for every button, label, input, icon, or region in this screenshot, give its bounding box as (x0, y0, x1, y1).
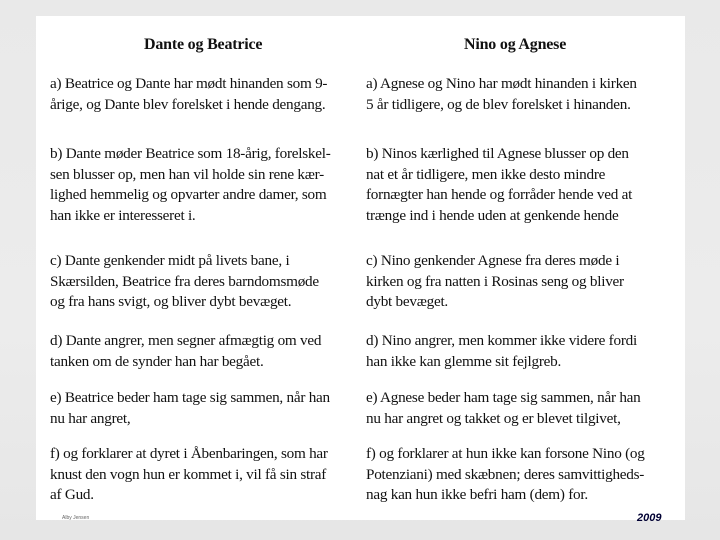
paragraph-line: tanken om de synder han har begået. (50, 352, 264, 370)
paragraph-line: sen blusser op, men han vil holde sin rene kær- (50, 165, 324, 183)
footer-author: Alby Jensen (62, 515, 90, 521)
paragraph-line: fornægter han hende og forråder hende ved at (366, 186, 633, 203)
slide-page (36, 16, 685, 520)
paragraph-line: knust den vogn hun er kommet i, vil få sin straf (50, 465, 327, 483)
paragraph-line: a) Agnese og Nino har mødt hinanden i kirken (366, 75, 637, 92)
paragraph-line: d) Dante angrer, men segner afmægtig om ved (50, 332, 322, 349)
paragraph-line: b) Dante møder Beatrice som 18-årig, forelskel- (50, 145, 331, 162)
left-column-title: Dante og Beatrice (144, 36, 263, 53)
paragraph-line: Potenziani) med skæbnen; deres samvittigheds- (366, 465, 645, 483)
paragraph-line: han ikke er interesseret i. (50, 206, 196, 224)
paragraph-line: årige, og Dante blev forelsket i hende dengang. (50, 95, 326, 113)
left-paragraph-e (50, 388, 362, 429)
paragraph-line: af Gud. (50, 486, 94, 503)
paragraph-line: b) Ninos kærlighed til Agnese blusser op den (366, 145, 629, 162)
paragraph-line: e) Agnese beder ham tage sig sammen, når han (366, 389, 641, 406)
left-paragraph-b (50, 144, 362, 226)
left-paragraph-f (50, 444, 362, 506)
paragraph-line: nag kan hun ikke befri ham (dem) for. (366, 486, 588, 503)
paragraph-line: e) Beatrice beder ham tage sig sammen, når han (50, 389, 330, 406)
paragraph-line: f) og forklarer at hun ikke kan forsone Nino (og (366, 445, 645, 462)
paragraph-line: c) Dante genkender midt på livets bane, i (50, 252, 290, 269)
paragraph-line: Skærsilden, Beatrice fra deres barndomsmøde (50, 272, 319, 290)
paragraph-line: han ikke kan glemme sit fejlgreb. (366, 352, 562, 370)
right-paragraph-c (366, 251, 672, 313)
paragraph-line: f) og forklarer at dyret i Åbenbaringen, som har (50, 445, 328, 462)
paragraph-line: trænge ind i hende uden at genkende hende (366, 206, 619, 224)
left-paragraph-a (50, 74, 362, 115)
right-paragraph-d (366, 331, 672, 372)
paragraph-line: d) Nino angrer, men kommer ikke videre fordi (366, 332, 637, 349)
paragraph-line: nu har angret og takket og er blevet tilgivet, (366, 409, 621, 427)
paragraph-line: nu har angret, (50, 409, 131, 427)
right-column-title: Nino og Agnese (464, 36, 567, 53)
right-paragraph-a (366, 74, 672, 115)
right-paragraph-e (366, 388, 672, 429)
paragraph-line: kirken og fra natten i Rosinas seng og bliver (366, 272, 624, 290)
paragraph-line: lighed hemmelig og opvarter andre damer, som (50, 186, 327, 203)
paragraph-line: a) Beatrice og Dante har mødt hinanden som 9- (50, 75, 328, 92)
paragraph-line: og fra hans svigt, og bliver dybt bevæget. (50, 293, 292, 310)
paragraph-line: dybt bevæget. (366, 293, 448, 310)
paragraph-line: c) Nino genkender Agnese fra deres møde i (366, 252, 620, 269)
footer-year: 2009 (637, 512, 662, 524)
paragraph-line: 5 år tidligere, og de blev forelsket i hinanden. (366, 95, 631, 113)
left-paragraph-c (50, 251, 362, 313)
paragraph-line: nat et år tidligere, men ikke desto mindre (366, 165, 606, 183)
right-paragraph-f (366, 444, 672, 506)
right-paragraph-b (366, 144, 672, 226)
left-paragraph-d (50, 331, 362, 372)
